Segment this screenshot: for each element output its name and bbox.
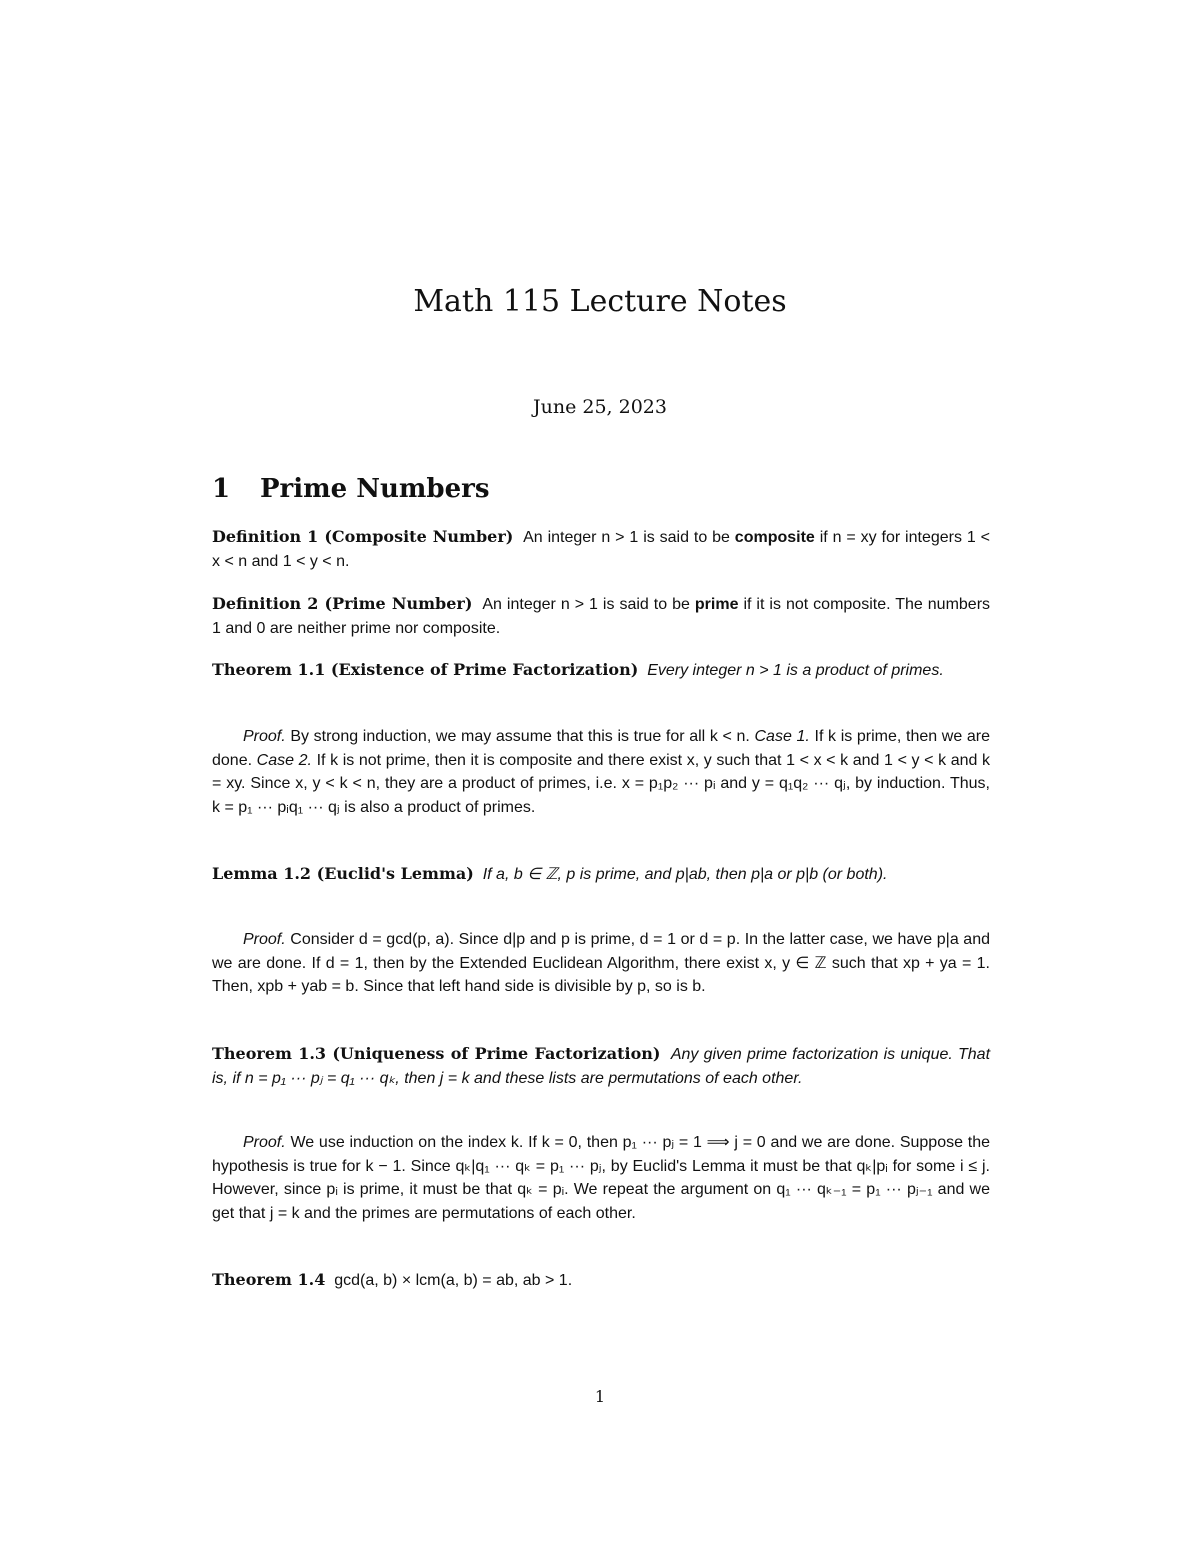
proof-1-2-text: Consider d = gcd(p, a). Since d|p and p is prime, d = 1 or d = p. In the latter case, we have p|a and we are done. If d = 1, then by the Extended Euclidean Algorithm, there exist x, y ∈ ℤ such that xp + ya = 1. Then, xpb + yab = b. Since that left hand side is divisible by p, so is b. xyxy=(212,931,990,996)
theorem-1-1 xyxy=(212,658,990,683)
theorem-1-4 xyxy=(212,1268,990,1293)
definition-1-term: composite xyxy=(734,529,815,546)
proof-1-1-case-1: Case 1. xyxy=(754,728,810,745)
section-number: 1 xyxy=(212,474,231,504)
proof-1-2 xyxy=(212,928,990,999)
definition-2-text-b: if it is not composite. The numbers 1 and 0 are neither prime nor composite. xyxy=(212,596,991,637)
proof-1-2-label: Proof. xyxy=(243,931,286,948)
definition-1-lead: Definition 1 (Composite Number) xyxy=(212,527,514,546)
lemma-1-2-lead: Lemma 1.2 (Euclid's Lemma) xyxy=(212,864,474,883)
proof-1-1-case-2: Case 2. xyxy=(256,751,312,769)
lemma-1-2-statement: If a, b ∈ ℤ, p is prime, and p|ab, then p|a or p|b (or both). xyxy=(482,866,888,883)
theorem-1-3-lead: Theorem 1.3 (Uniqueness of Prime Factorization) xyxy=(212,1044,661,1063)
definition-1-text-a: An integer n > 1 is said to be xyxy=(523,529,735,546)
lemma-1-2 xyxy=(212,862,990,887)
theorem-1-4-statement: gcd(a, b) × lcm(a, b) = ab, ab > 1. xyxy=(334,1272,573,1289)
section-heading xyxy=(212,474,489,504)
document-date: June 25, 2023 xyxy=(533,396,667,418)
proof-1-1-text-c: If k is not prime, then it is composite and there exist x, y such that 1 < x < k and 1 < y < k and k = xy. Since x, y < k < n, they are a product of primes, i.e. x = p₁p₂ ··· pᵢ and y = q₁q₂ ··· qⱼ, by induction. Thus, k = p₁ ··· pᵢq₁ ··· qⱼ is also a product of primes. xyxy=(212,751,991,816)
theorem-1-1-statement: Every integer n > 1 is a product of primes. xyxy=(647,662,944,679)
proof-1-3-text: We use induction on the index k. If k = 0, then p₁ ··· pⱼ = 1 ⟹ j = 0 and we are done. Suppose the hypothesis is true for k − 1. Since qₖ|q₁ ··· qₖ = p₁ ··· pⱼ, by Euclid's Lemma it must be that qₖ|pᵢ for some i ≤ j. However, since pᵢ is prime, it must be that qₖ = pᵢ. We repeat the argument on q₁ ··· qₖ₋₁ = p₁ ··· pⱼ₋₁ and we get that j = k and the primes are permutations of each other. xyxy=(212,1134,990,1222)
definition-1-text-b: if n = xy for integers 1 < x < n and 1 < y < n. xyxy=(212,529,991,570)
theorem-1-4-lead: Theorem 1.4 xyxy=(212,1270,326,1289)
theorem-1-3-statement: Any given prime factorization is unique. That is, if n = p₁ ··· pⱼ = q₁ ··· qₖ, then j = k and these lists are permutations of each other. xyxy=(212,1046,991,1087)
section-title: Prime Numbers xyxy=(260,474,490,504)
proof-1-1-text-a: By strong induction, we may assume that this is true for all k < n. xyxy=(285,728,755,745)
proof-1-1-label: Proof. xyxy=(243,728,286,745)
definition-1 xyxy=(212,525,990,573)
page-number: 1 xyxy=(594,1387,606,1406)
proof-1-3 xyxy=(212,1131,990,1225)
theorem-1-1-lead: Theorem 1.1 (Existence of Prime Factorization) xyxy=(212,660,639,679)
proof-1-3-label: Proof. xyxy=(243,1134,286,1151)
definition-2-term: prime xyxy=(694,596,739,613)
proof-1-1 xyxy=(212,725,990,819)
document-title: Math 115 Lecture Notes xyxy=(413,284,787,319)
definition-2-lead: Definition 2 (Prime Number) xyxy=(212,594,473,613)
definition-2-text-a: An integer n > 1 is said to be xyxy=(482,596,695,613)
theorem-1-3 xyxy=(212,1042,990,1090)
definition-2 xyxy=(212,592,990,640)
proof-1-1-text-b: If k is prime, then we are done. xyxy=(212,728,991,769)
